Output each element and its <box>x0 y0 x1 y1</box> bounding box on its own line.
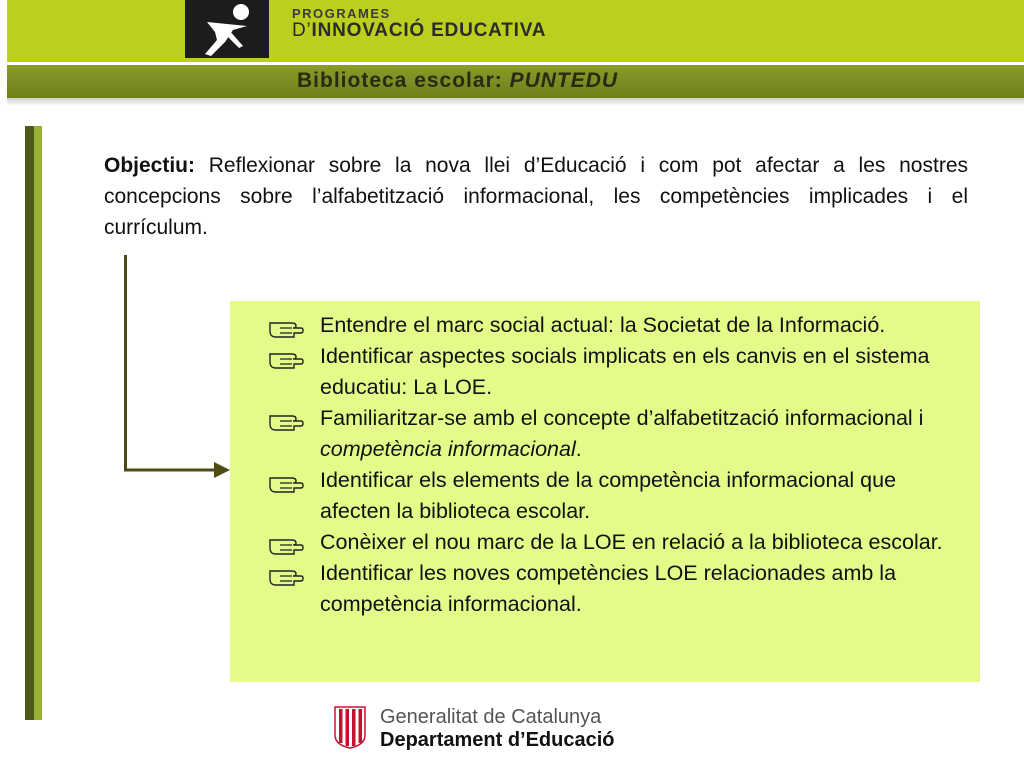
catalan-flag-crest-icon <box>333 705 367 749</box>
goal-text: Conèixer el nou marc de la LOE en relació a la biblioteca escolar. <box>320 530 943 554</box>
program-name-prefix: D’ <box>292 20 312 41</box>
goal-item <box>320 558 970 620</box>
goals-box <box>230 301 980 682</box>
goal-text: Identificar les noves competències LOE relacionades amb la competència informacional. <box>320 561 897 616</box>
goals-list <box>320 310 970 620</box>
pointing-hand-icon <box>268 565 304 587</box>
page-title-emphasis: PUNTEDU <box>509 69 619 92</box>
pointing-hand-icon <box>268 534 304 556</box>
footer-government-name: Generalitat de Catalunya <box>380 706 602 728</box>
goal-item <box>320 310 970 341</box>
page-title-plain: Biblioteca escolar: <box>297 69 510 92</box>
program-name-line1: PROGRAMES <box>292 6 391 21</box>
pointing-hand-icon <box>268 348 304 370</box>
goal-text: Identificar els elements de la competència informacional que afecten la biblioteca escolar. <box>320 468 897 523</box>
program-name-main: INNOVACIÓ EDUCATIVA <box>311 20 547 41</box>
connector-arrow <box>0 0 260 500</box>
footer-department-name: Departament d’Educació <box>380 729 615 751</box>
goal-text: Identificar aspectes socials implicats en els canvis en el sistema educatiu: La LOE. <box>320 344 930 399</box>
goal-item <box>320 403 970 465</box>
program-name-line2 <box>292 20 546 42</box>
pointing-hand-icon <box>268 317 304 339</box>
goal-item <box>320 465 970 527</box>
goal-text: Entendre el marc social actual: la Societat de la Informació. <box>320 313 886 337</box>
goal-text-end: . <box>575 437 582 461</box>
pointing-hand-icon <box>268 472 304 494</box>
objective-label: Objectiu: <box>104 154 196 177</box>
page-title <box>297 69 618 93</box>
goal-text-emphasis: competència informacional <box>320 437 576 461</box>
pointing-hand-icon <box>268 410 304 432</box>
goal-item <box>320 341 970 403</box>
objective-text: Reflexionar sobre la nova llei d’Educació i com pot afectar a les nostres concepcions sobre l’alfabetització informacional, les competències implicades i el currículum. <box>104 154 968 239</box>
goal-text: Familiaritzar-se amb el concepte d’alfabetització informacional i <box>320 406 924 430</box>
goal-item <box>320 527 970 558</box>
